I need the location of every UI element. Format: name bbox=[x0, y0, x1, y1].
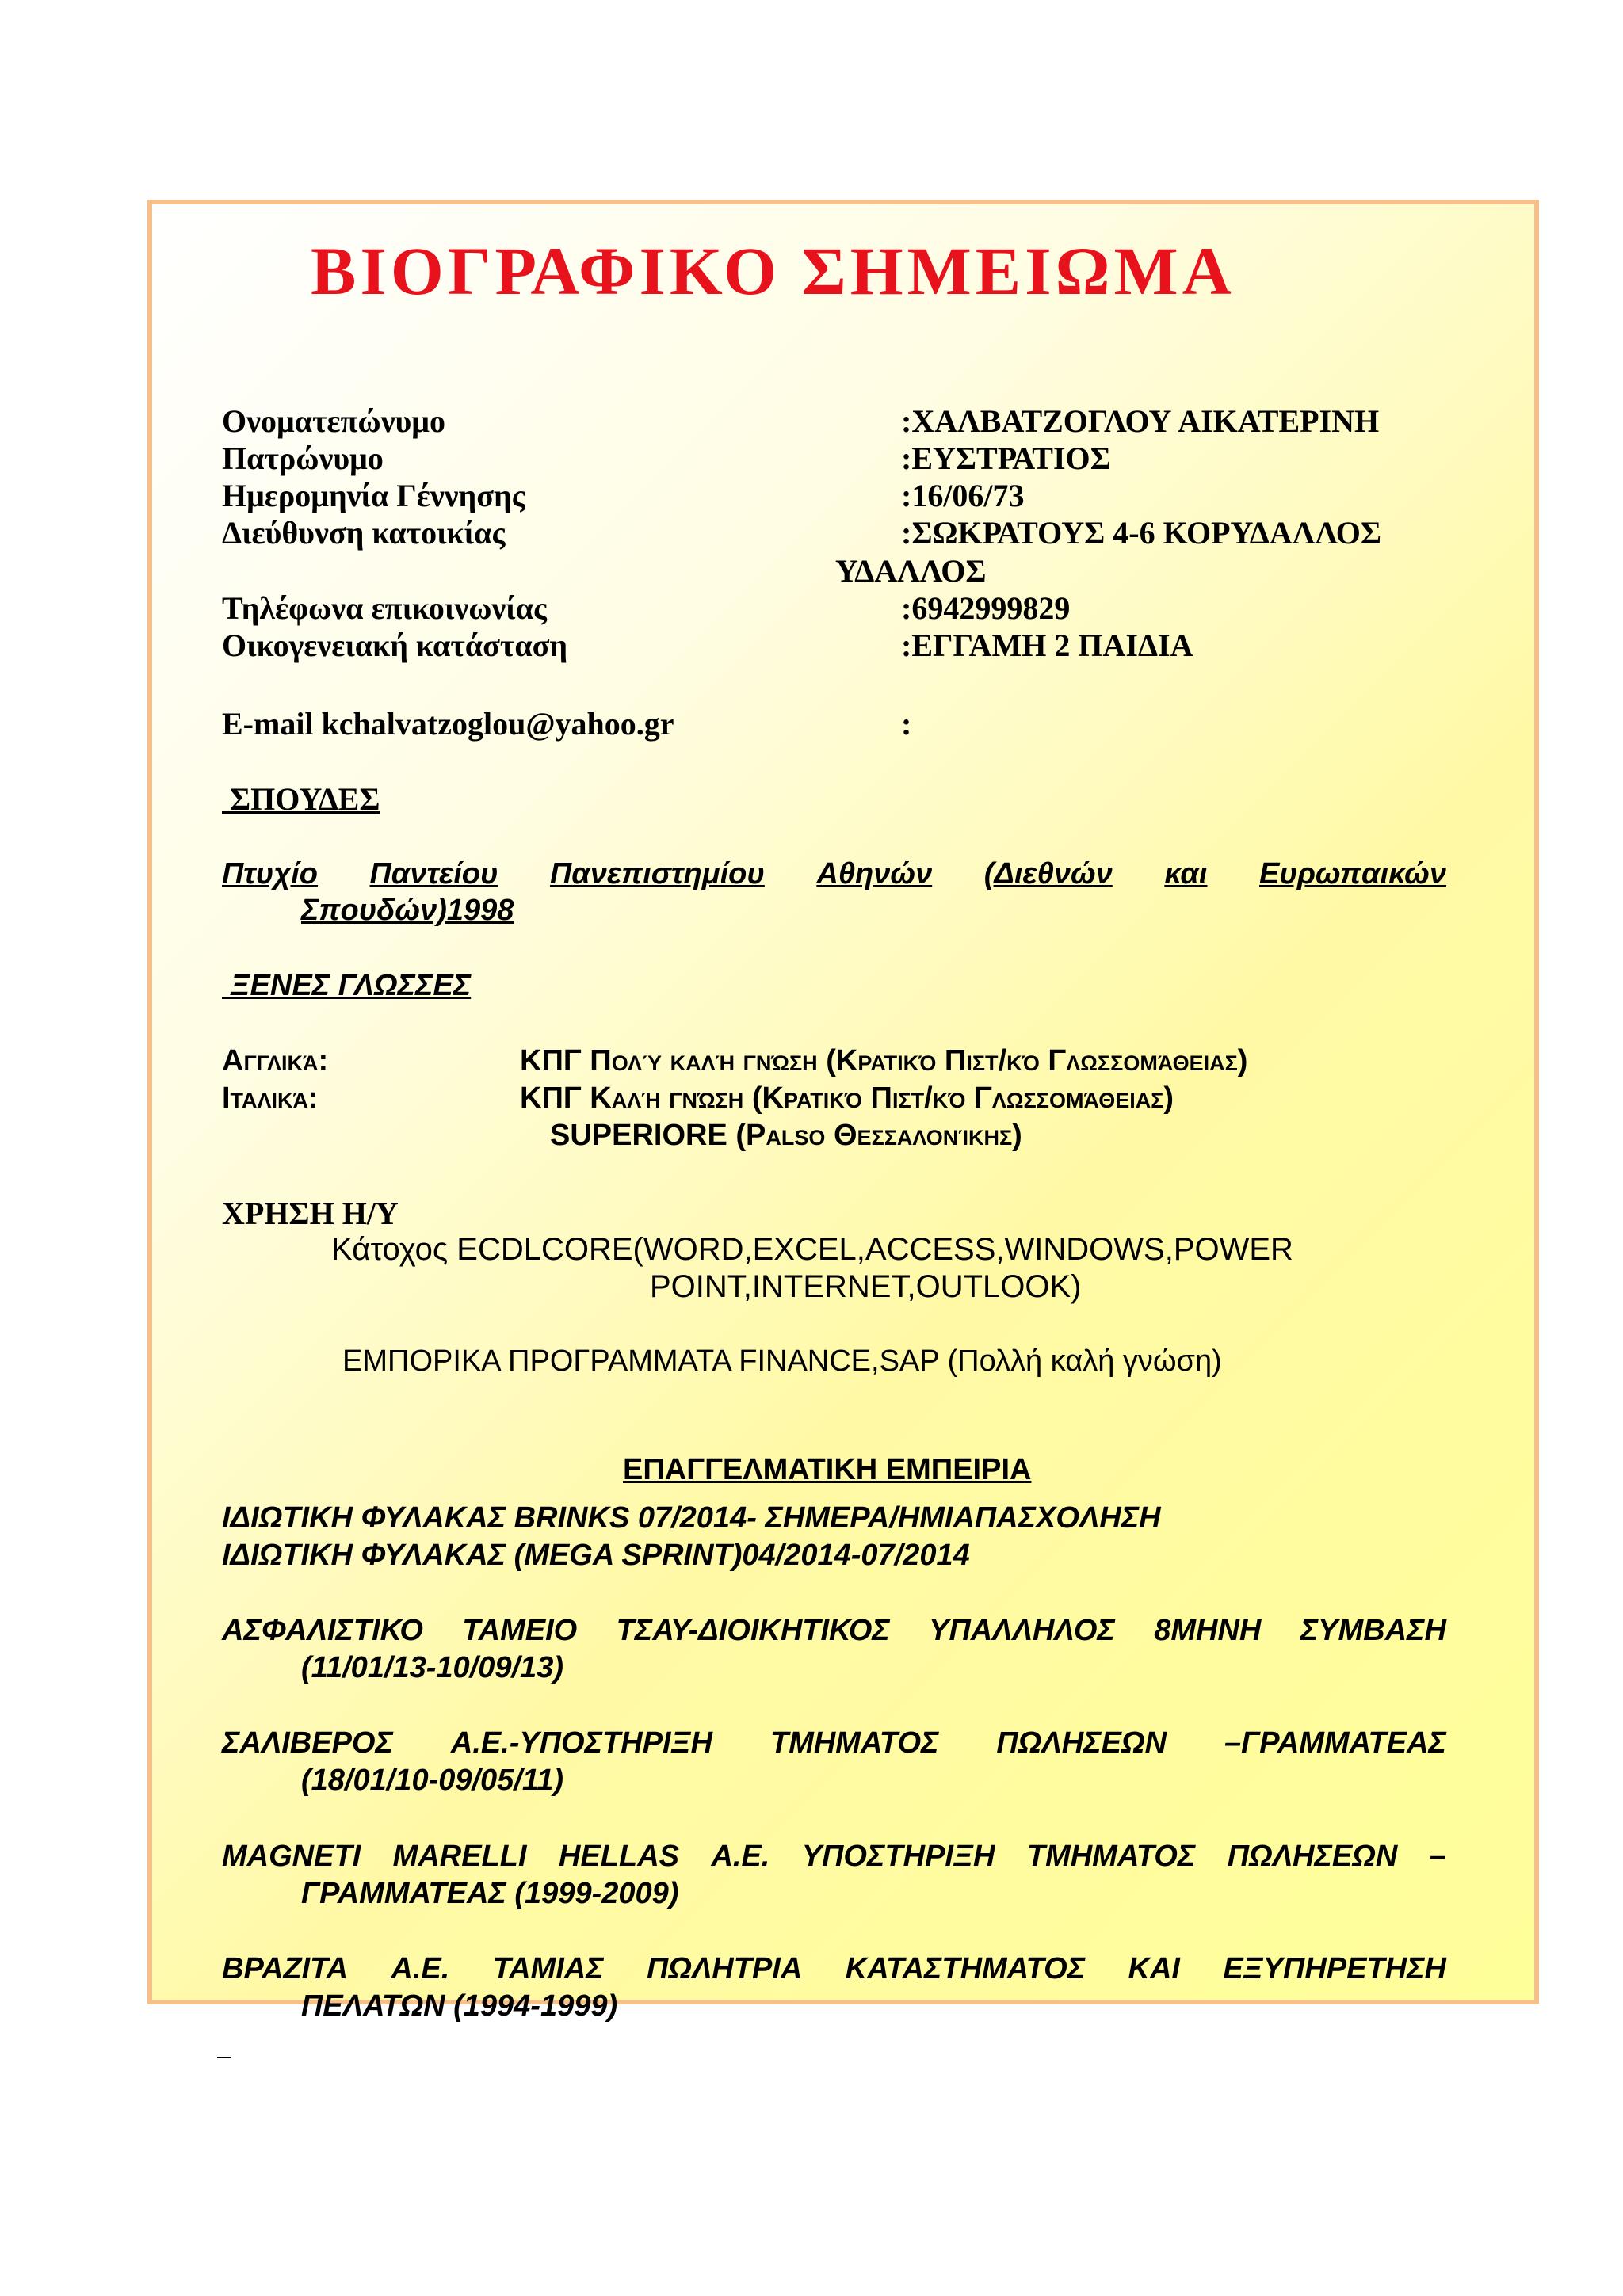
experience-word: ΤΜΗΜΑΤΟΣ bbox=[770, 1726, 939, 1760]
address-value-cont: ΥΔΑΛΛΟΣ bbox=[835, 553, 987, 589]
experience-item4-cont: (18/01/10-09/05/11) bbox=[301, 1764, 563, 1797]
experience-word: – bbox=[1429, 1840, 1446, 1873]
address-value: :ΣΩΚΡΑΤΟΥΣ 4-6 ΚΟΡΥΔΑΛΛΟΣ bbox=[901, 515, 1381, 551]
name-value: :ΧΑΛΒΑΤΖΟΓΛΟΥ ΑΙΚΑΤΕΡΙΝΗ bbox=[901, 403, 1380, 439]
experience-word: ΣΑΛΙΒΕΡΟΣ bbox=[222, 1726, 393, 1760]
studies-word: Παντείου bbox=[369, 857, 498, 891]
studies-word: Αθηνών bbox=[816, 857, 933, 891]
experience-word: –ΓΡΑΜΜΑΤΕΑΣ bbox=[1224, 1726, 1446, 1760]
experience-heading: ΕΠΑΓΓΕΛΜΑΤΙΚΗ ΕΜΠΕΙΡΙΑ bbox=[623, 1453, 1032, 1486]
trailing-dash bbox=[217, 2057, 231, 2058]
experience-word: 8ΜΗΝΗ bbox=[1154, 1614, 1262, 1647]
experience-word: ΠΩΛΗΤΡΙΑ bbox=[647, 1952, 803, 1985]
english-label: Αγγλικά: bbox=[222, 1044, 329, 1077]
experience-word: A.E. bbox=[711, 1840, 770, 1873]
experience-word: HELLAS bbox=[559, 1840, 679, 1873]
email-value: : bbox=[901, 706, 912, 742]
experience-item5-cont: ΓΡΑΜΜΑΤΕΑΣ (1999-2009) bbox=[301, 1877, 679, 1910]
name-label: Ονοματεπώνυμο bbox=[222, 403, 445, 439]
experience-item3-cont: (11/01/13-10/09/13) bbox=[301, 1651, 563, 1684]
experience-word: ΑΣΦΑΛΙΣΤΙΚΟ bbox=[222, 1614, 423, 1647]
experience-word: MARELLI bbox=[392, 1840, 527, 1873]
studies-word: και bbox=[1164, 857, 1208, 891]
experience-word: Α.Ε. bbox=[391, 1952, 450, 1985]
address-label: Διεύθυνση κατοικίας bbox=[222, 515, 506, 551]
family-value: :ΕΓΓΑΜΗ 2 ΠΑΙΔΙΑ bbox=[901, 627, 1193, 663]
studies-word: Πτυχίο bbox=[222, 857, 318, 891]
studies-line2: Σπουδών)1998 bbox=[301, 894, 514, 927]
studies-word: Πανεπιστημίου bbox=[549, 857, 765, 891]
experience-word: ΠΩΛΗΣΕΩΝ bbox=[996, 1726, 1167, 1760]
experience-word: ΚΑΙ bbox=[1128, 1952, 1180, 1985]
father-label: Πατρώνυμο bbox=[222, 441, 384, 476]
computer-line2: POINT,INTERNET,OUTLOOK) bbox=[650, 1269, 1082, 1304]
experience-word: ΥΠΟΣΤΗΡΙΞΗ bbox=[801, 1840, 995, 1873]
experience-word: ΠΩΛΗΣΕΩΝ bbox=[1227, 1840, 1398, 1873]
studies-word: (Διεθνών bbox=[983, 857, 1113, 891]
phone-label: Τηλέφωνα επικοινωνίας bbox=[222, 590, 547, 626]
studies-word: Ευρωπαικών bbox=[1259, 857, 1446, 891]
studies-heading: ΣΠΟΥΔΕΣ bbox=[222, 781, 380, 817]
experience-word: ΣΥΜΒΑΣΗ bbox=[1300, 1614, 1446, 1647]
experience-item3 bbox=[222, 1614, 1446, 1648]
experience-item4 bbox=[222, 1726, 1446, 1760]
email-label: E-mail kchalvatzoglou@yahoo.gr bbox=[222, 706, 674, 742]
experience-word: ΒΡΑΖΙΤΑ bbox=[222, 1952, 349, 1985]
italian-value: ΚΠΓ Καλή γνώση (Κρατικό Πιστ/κό Γλωσσομάθειας) bbox=[520, 1081, 1174, 1115]
phone-value: :6942999829 bbox=[901, 590, 1071, 626]
computer-line1: Κάτοχος ECDLCORE(WORD,EXCEL,ACCESS,WINDOWS,POWER bbox=[331, 1232, 1293, 1267]
computer-heading: ΧΡΗΣΗ Η/Υ bbox=[222, 1196, 399, 1231]
experience-word: ΕΞΥΠΗΡΕΤΗΣΗ bbox=[1223, 1952, 1446, 1985]
english-value: ΚΠΓ Πολύ καλή γνώση (Κρατικό Πιστ/κό Γλωσσομάθειας) bbox=[520, 1044, 1248, 1077]
page-title: ΒΙΟΓΡΑΦΙΚΟ ΣΗΜΕΙΩΜΑ bbox=[311, 233, 1235, 309]
experience-word: ΤΑΜΕΙΟ bbox=[462, 1614, 578, 1647]
father-value: :ΕΥΣΤΡΑΤΙΟΣ bbox=[901, 441, 1111, 476]
experience-word: Α.Ε.-ΥΠΟΣΤΗΡΙΞΗ bbox=[450, 1726, 713, 1760]
experience-line1: ΙΔΙΩΤΙΚΗ ΦΥΛΑΚΑΣ BRINKS 07/2014- ΣΗΜΕΡΑ/ΗΜΙΑΠΑΣΧΟΛΗΣΗ bbox=[222, 1501, 1161, 1535]
dob-value: :16/06/73 bbox=[901, 478, 1025, 513]
italian-value-2: SUPERIORE (Palso Θεσσαλονίκης) bbox=[550, 1119, 1022, 1152]
experience-word: MAGNETI bbox=[222, 1840, 361, 1873]
computer-line3: ΕΜΠΟΡΙΚΑ ΠΡΟΓΡΑΜΜΑΤΑ FINANCE,SAP (Πολλή καλή γνώση) bbox=[342, 1344, 1222, 1378]
experience-word: ΤΜΗΜΑΤΟΣ bbox=[1026, 1840, 1196, 1873]
studies-line1 bbox=[222, 857, 1446, 891]
languages-heading: ΞΕΝΕΣ ΓΛΩΣΣΕΣ bbox=[222, 969, 472, 1002]
family-label: Οικογενειακή κατάσταση bbox=[222, 627, 568, 663]
experience-word: ΥΠΑΛΛΗΛΟΣ bbox=[929, 1614, 1115, 1647]
dob-label: Ημερομηνία Γέννησης bbox=[222, 478, 525, 513]
experience-item6 bbox=[222, 1952, 1446, 1986]
experience-word: ΤΣΑΥ-ΔΙΟΙΚΗΤΙΚΟΣ bbox=[616, 1614, 890, 1647]
experience-line2: ΙΔΙΩΤΙΚΗ ΦΥΛΑΚΑΣ (MEGA SPRINT)04/2014-07/2014 bbox=[222, 1539, 970, 1572]
experience-item6-cont: ΠΕΛΑΤΩΝ (1994-1999) bbox=[301, 1989, 618, 2023]
experience-word: ΤΑΜΙΑΣ bbox=[492, 1952, 604, 1985]
experience-word: ΚΑΤΑΣΤΗΜΑΤΟΣ bbox=[845, 1952, 1086, 1985]
italian-label: Ιταλικά: bbox=[222, 1081, 319, 1115]
experience-item5 bbox=[222, 1840, 1446, 1874]
